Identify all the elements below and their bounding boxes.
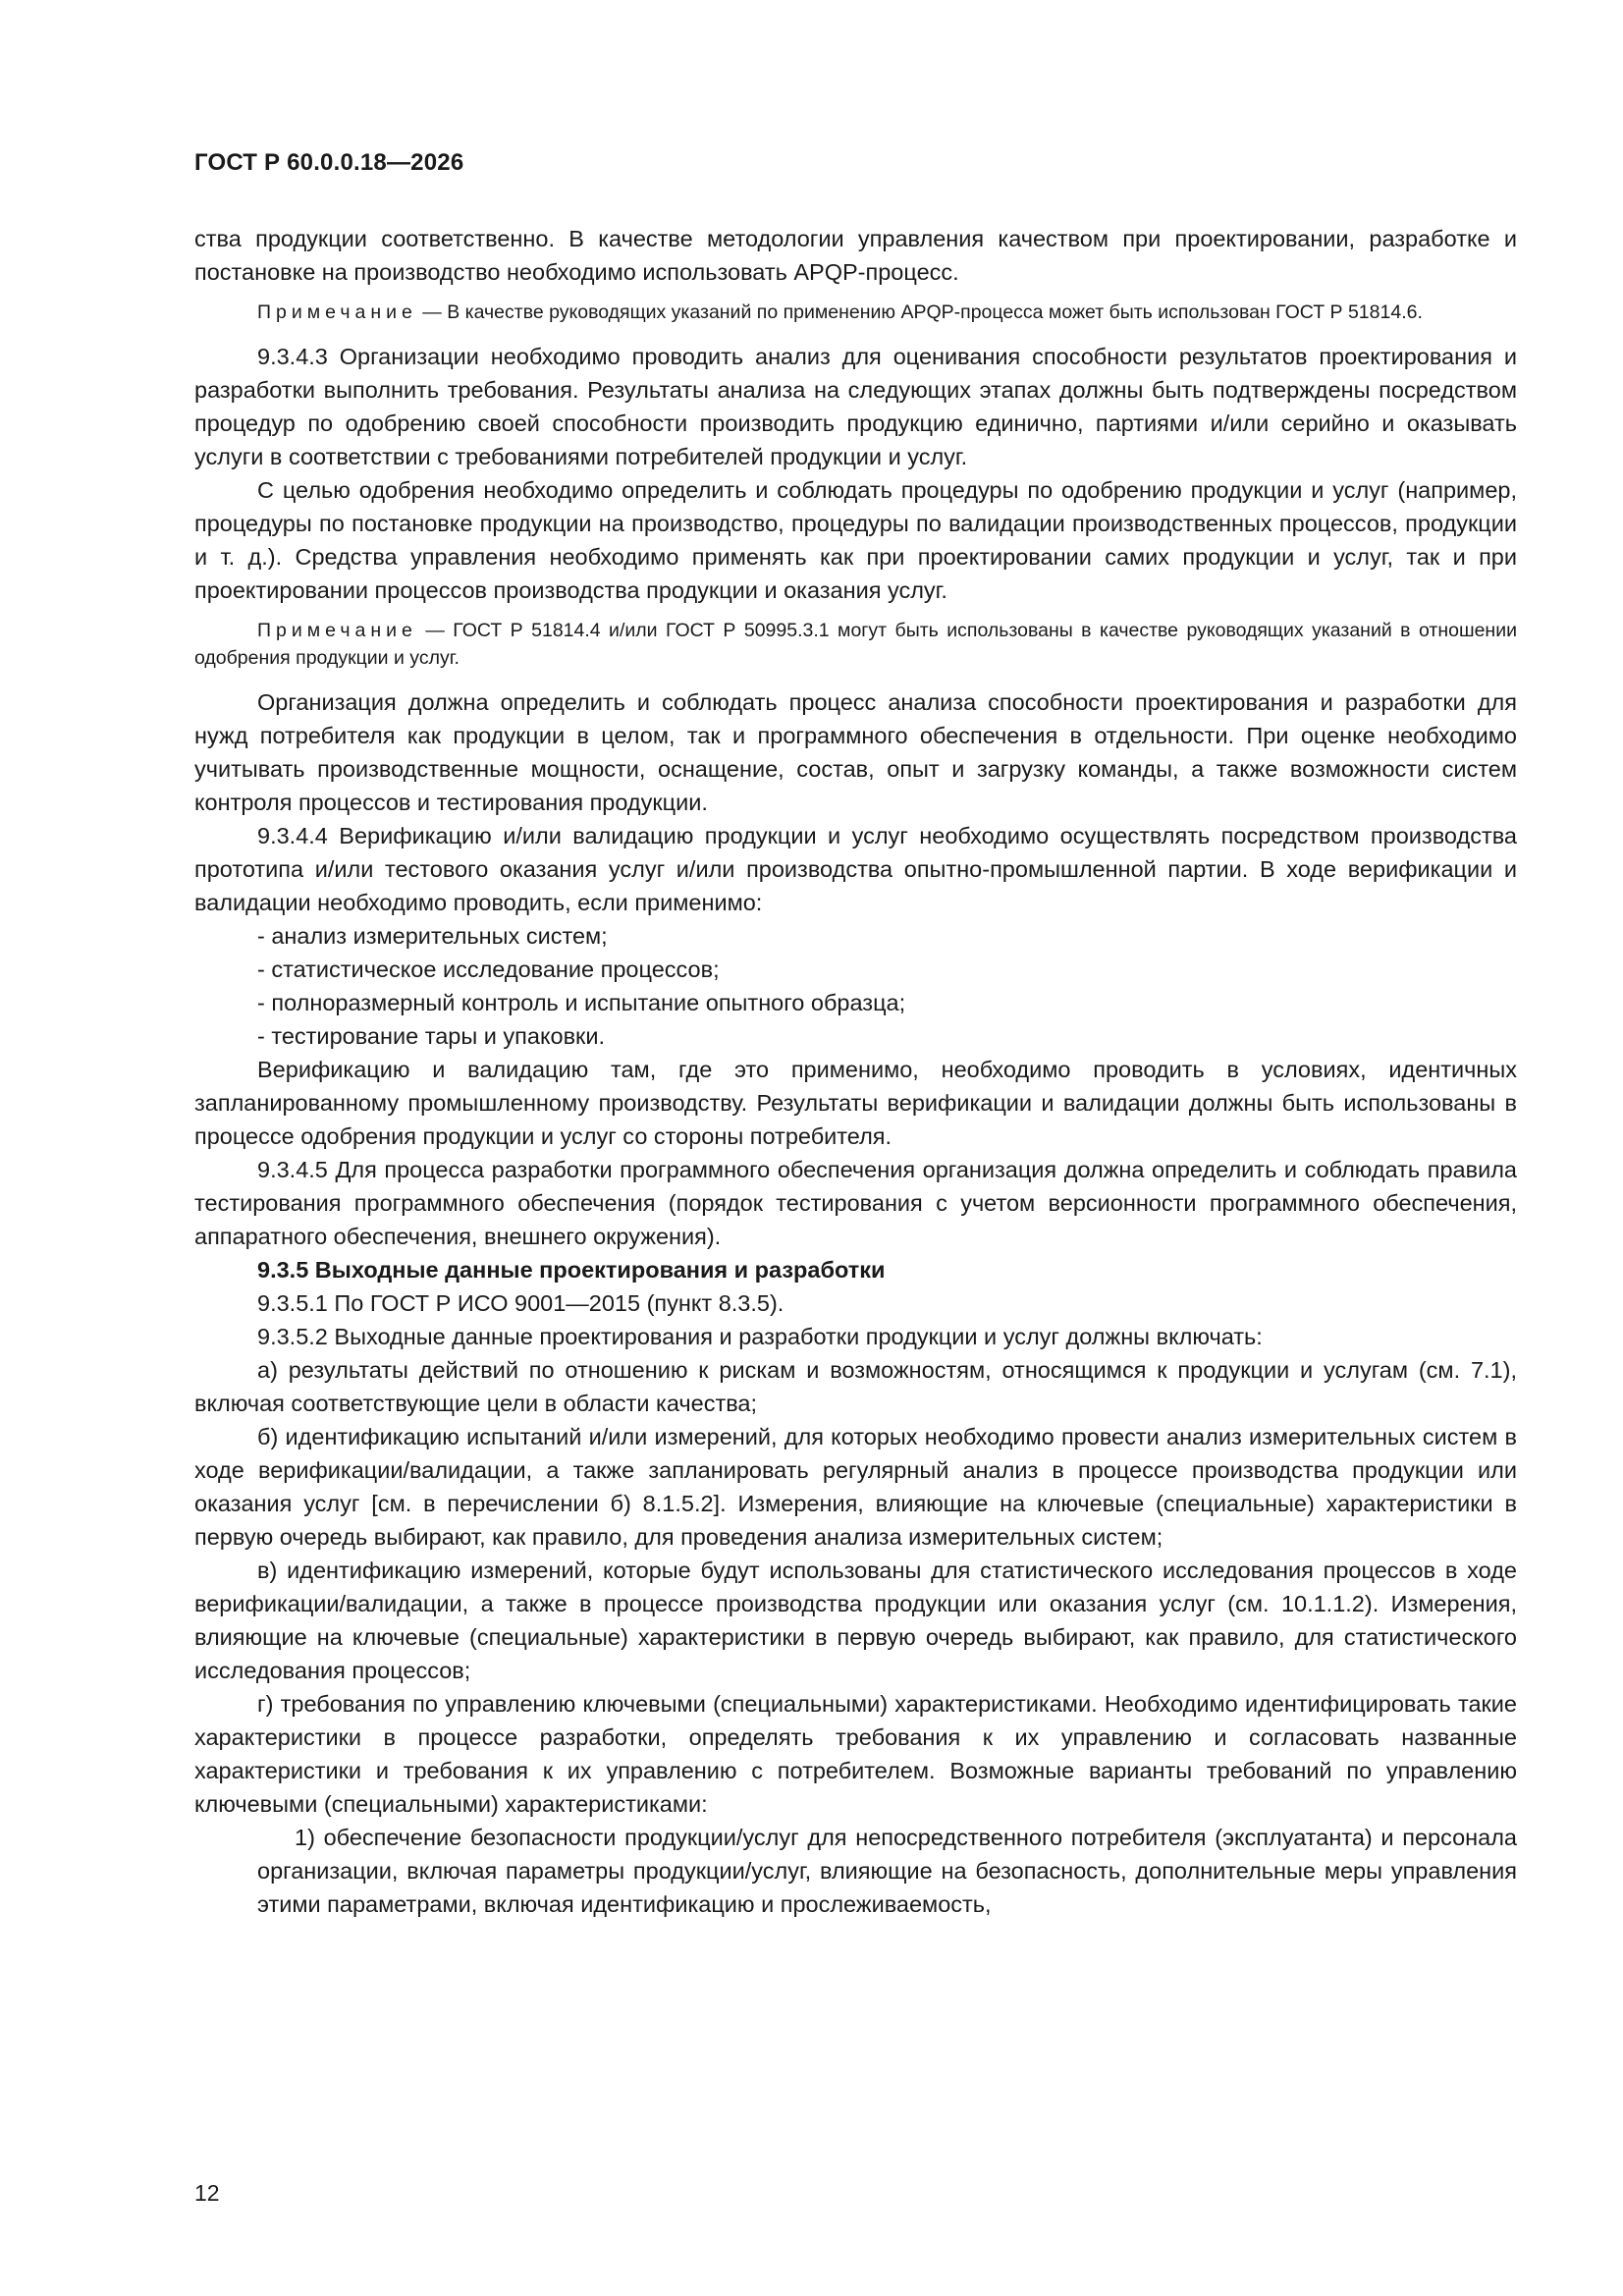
list-item-b: б) идентификацию испытаний и/или измерений, для которых необходимо провести анализ измерительных систем в ходе верификации/валидации, а также запланировать регулярный анализ в процессе производства продукции или оказания услуг [см. в перечислении б) 8.1.5.2]. Измерения, влияющие на ключевые (специальные) характеристики в первую очередь выбирают, как правило, для проведения анализа измерительных систем; [194, 1424, 1517, 1550]
list-item: - тестирование тары и упаковки. [257, 1023, 605, 1049]
sub-list-item-1: 1) обеспечение безопасности продукции/услуг для непосредственного потребителя (эксплуатанта) и персонала организации, включая параметры продукции/услуг, влияющие на безопасность, дополнительные меры управления этими параметрами, включая идентификацию и прослеживаемость, [257, 1825, 1517, 1917]
note-label: Примечание [257, 620, 417, 641]
paragraph-9-3-4-5: 9.3.4.5 Для процесса разработки программного обеспечения организация должна определить и соблюдать правила тестирования программного обеспечения (порядок тестирования с учетом версионности программного обеспечения, аппаратного обеспечения, внешнего окружения). [194, 1157, 1517, 1249]
note-label: Примечание [257, 301, 417, 323]
paragraph-9-3-5-2: 9.3.5.2 Выходные данные проектирования и разработки продукции и услуг должны включать: [257, 1324, 1263, 1349]
document-header-title: ГОСТ Р 60.0.0.18—2026 [194, 149, 464, 176]
note-text: — В качестве руководящих указаний по применению APQP-процесса может быть использован ГОСТ Р 51814.6. [416, 301, 1423, 323]
list-item-v: в) идентификацию измерений, которые будут использованы для статистического исследования процессов в ходе верификации/валидации, а также в процессе производства продукции или оказания услуг (см. 10.1.1.2). Измерения, влияющие на ключевые (специальные) характеристики в первую очередь выбирают, как правило, для статистического исследования процессов; [194, 1558, 1517, 1683]
list-item-a: а) результаты действий по отношению к рискам и возможностям, относящимся к продукции и услугам (см. 7.1), включая соответствующие цели в области качества; [194, 1357, 1517, 1416]
paragraph-9-3-5-1: 9.3.5.1 По ГОСТ Р ИСО 9001—2015 (пункт 8.3.5). [257, 1290, 784, 1316]
paragraph: С целью одобрения необходимо определить и соблюдать процедуры по одобрению продукции и услуг (например, процедуры по постановке продукции на производство, процедуры по валидации производственных процессов, продукции и т. д.). Средства управления необходимо применять как при проектировании самих продукции и услуг, так и при проектировании процессов производства продукции и оказания услуг. [194, 477, 1517, 603]
note-text: — ГОСТ Р 51814.4 и/или ГОСТ Р 50995.3.1 могут быть использованы в качестве руководящих указаний в отношении одобрения продукции и услуг. [194, 620, 1517, 669]
list-item: - полноразмерный контроль и испытание опытного образца; [257, 990, 906, 1015]
list-item: - анализ измерительных систем; [257, 923, 608, 949]
section-heading-9-3-5: 9.3.5 Выходные данные проектирования и разработки [257, 1257, 886, 1283]
paragraph: ства продукции соответственно. В качестве методологии управления качеством при проектировании, разработке и постановке на производство необходимо использовать APQP-процесс. [194, 226, 1517, 285]
paragraph-9-3-4-3: 9.3.4.3 Организации необходимо проводить анализ для оценивания способности результатов проектирования и разработки выполнить требования. Результаты анализа на следующих этапах должны быть подтверждены посредством процедур по одобрению своей способности производить продукцию единично, партиями и/или серийно и оказывать услуги в соответствии с требованиями потребителей продукции и услуг. [194, 344, 1517, 469]
list-item-g: г) требования по управлению ключевыми (специальными) характеристиками. Необходимо идентифицировать такие характеристики в процессе разработки, определять требования к их управлению и согласовать названные характеристики и требования к их управлению с потребителем. Возможные варианты требований по управлению ключевыми (специальными) характеристиками: [194, 1691, 1517, 1817]
note [194, 299, 1517, 326]
paragraph-9-3-4-4: 9.3.4.4 Верификацию и/или валидацию продукции и услуг необходимо осуществлять посредством производства прототипа и/или тестового оказания услуг и/или производства опытно-промышленной партии. В ходе верификации и валидации необходимо проводить, если применимо: [194, 823, 1517, 915]
note [194, 617, 1517, 672]
paragraph: Верификацию и валидацию там, где это применимо, необходимо проводить в условиях, идентичных запланированному промышленному производству. Результаты верификации и валидации должны быть использованы в процессе одобрения продукции и услуг со стороны потребителя. [194, 1057, 1517, 1149]
document-body [194, 222, 1517, 1921]
list-item: - статистическое исследование процессов; [257, 957, 720, 982]
paragraph: Организация должна определить и соблюдать процесс анализа способности проектирования и разработки для нужд потребителя как продукции в целом, так и программного обеспечения в отдельности. При оценке необходимо учитывать производственные мощности, оснащение, состав, опыт и загрузку команды, а также возможности систем контроля процессов и тестирования продукции. [194, 689, 1517, 815]
page-number: 12 [194, 2180, 220, 2206]
